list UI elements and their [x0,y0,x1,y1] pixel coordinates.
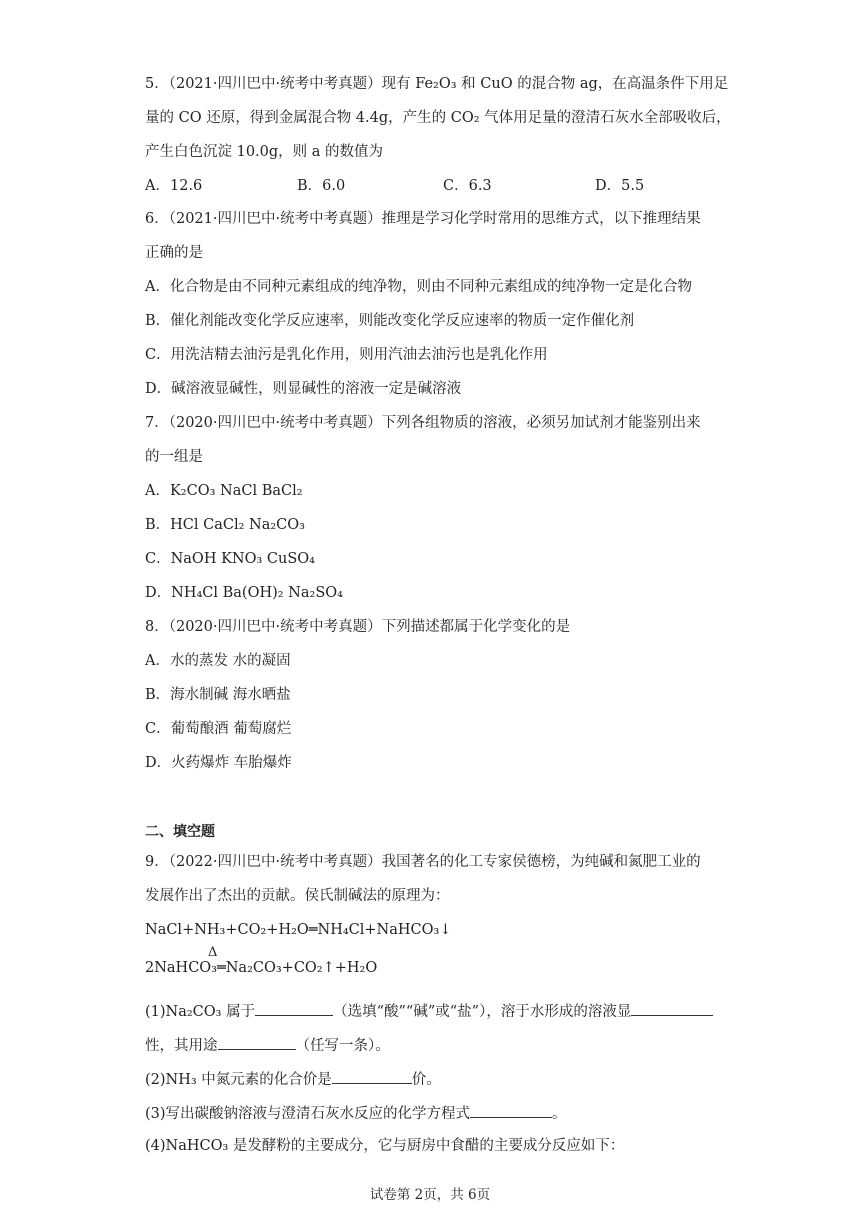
q7-line-2: 的一组是 [145,449,203,465]
q8-option-a: A．水的蒸发 水的凝固 [145,653,291,669]
q8-option-c: C．葡萄酿酒 葡萄腐烂 [145,721,292,737]
q5-option-a: A．12.6 [145,178,203,194]
q8-line-1: 8．（2020·四川巴中·统考中考真题）下列描述都属于化学变化的是 [145,619,571,635]
q9-p2-text-a: (2)NH₃ 中氮元素的化合价是 [145,1072,332,1088]
q9-p2-text-b: 价。 [411,1072,441,1088]
q9-p1-text-d: （任写一条）。 [295,1038,390,1054]
q9-p1-text-c: 性，其用途 [145,1038,218,1054]
q6-option-b: B．催化剂能改变化学反应速率，则能改变化学反应速率的物质一定作催化剂 [145,313,635,329]
q9-p3-text-b: 。 [552,1106,567,1122]
q9-line-1: 9．（2022·四川巴中·统考中考真题）我国著名的化工专家侯德榜，为纯碱和氮肥工业的 [145,854,701,870]
blank-2[interactable] [631,1000,713,1016]
q6-option-c: C．用洗洁精去油污是乳化作用，则用汽油去油污也是乳化作用 [145,347,548,363]
eq2-equals: ═ [217,960,226,976]
heat-symbol: Δ [208,945,218,960]
q7-line-1: 7．（2020·四川巴中·统考中考真题）下列各组物质的溶液，必须另加试剂才能鉴别出来 [145,415,701,431]
q9-part-4: (4)NaHCO₃ 是发酵粉的主要成分，它与厨房中食醋的主要成分反应如下： [145,1138,625,1154]
blank-5[interactable] [470,1102,552,1118]
q9-line-2: 发展作出了杰出的贡献。侯氏制碱法的原理为： [145,888,450,904]
q9-p1-text-b: （选填“酸”“碱”或“盐”），溶于水形成的溶液显 [333,1004,632,1020]
q9-part-1 [145,1000,713,1022]
q5-option-b: B．6.0 [297,178,346,194]
q9-equation-2 [145,958,377,978]
eq2-right: Na₂CO₃+CO₂↑+H₂O [225,960,378,976]
blank-1[interactable] [255,1000,333,1016]
q5-line-1: 5．（2021·四川巴中·统考中考真题）现有 Fe₂O₃ 和 CuO 的混合物 ag，在高温条件下用足 [145,76,729,92]
blank-3[interactable] [218,1034,296,1050]
q7-option-d: D．NH₄Cl Ba(OH)₂ Na₂SO₄ [145,585,343,601]
q9-part-2 [145,1068,441,1090]
q5-option-d: D．5.5 [595,178,645,194]
eq2-left: 2NaHCO₃ [145,960,217,976]
q6-option-a: A．化合物是由不同种元素组成的纯净物，则由不同种元素组成的纯净物一定是化合物 [145,279,692,295]
q5-line-3: 产生白色沉淀 10.0g，则 a 的数值为 [145,144,384,160]
q6-option-d: D．碱溶液显碱性，则显碱性的溶液一定是碱溶液 [145,381,462,397]
q9-part-3 [145,1102,567,1124]
q7-option-c: C．NaOH KNO₃ CuSO₄ [145,551,315,567]
q6-line-2: 正确的是 [145,245,203,261]
q6-line-1: 6．（2021·四川巴中·统考中考真题）推理是学习化学时常用的思维方式，以下推理结果 [145,211,701,227]
q9-equation-1: NaCl+NH₃+CO₂+H₂O═NH₄Cl+NaHCO₃↓ [145,922,452,938]
page-footer: 试卷第 2页，共 6页 [369,1187,491,1203]
section-title: 二、填空题 [145,824,215,840]
q7-option-a: A．K₂CO₃ NaCl BaCl₂ [145,483,303,499]
blank-4[interactable] [332,1068,412,1084]
q9-part-1-cont [145,1034,390,1056]
q9-p3-text-a: (3)写出碳酸钠溶液与澄清石灰水反应的化学方程式 [145,1106,471,1122]
q9-p1-text-a: (1)Na₂CO₃ 属于 [145,1004,256,1020]
q8-option-d: D．火药爆炸 车胎爆炸 [145,755,292,771]
q8-option-b: B．海水制碱 海水晒盐 [145,687,291,703]
q5-option-c: C．6.3 [443,178,492,194]
q7-option-b: B．HCl CaCl₂ Na₂CO₃ [145,517,305,533]
q5-line-2: 量的 CO 还原，得到金属混合物 4.4g，产生的 CO₂ 气体用足量的澄清石灰水全部吸收后， [145,110,731,126]
